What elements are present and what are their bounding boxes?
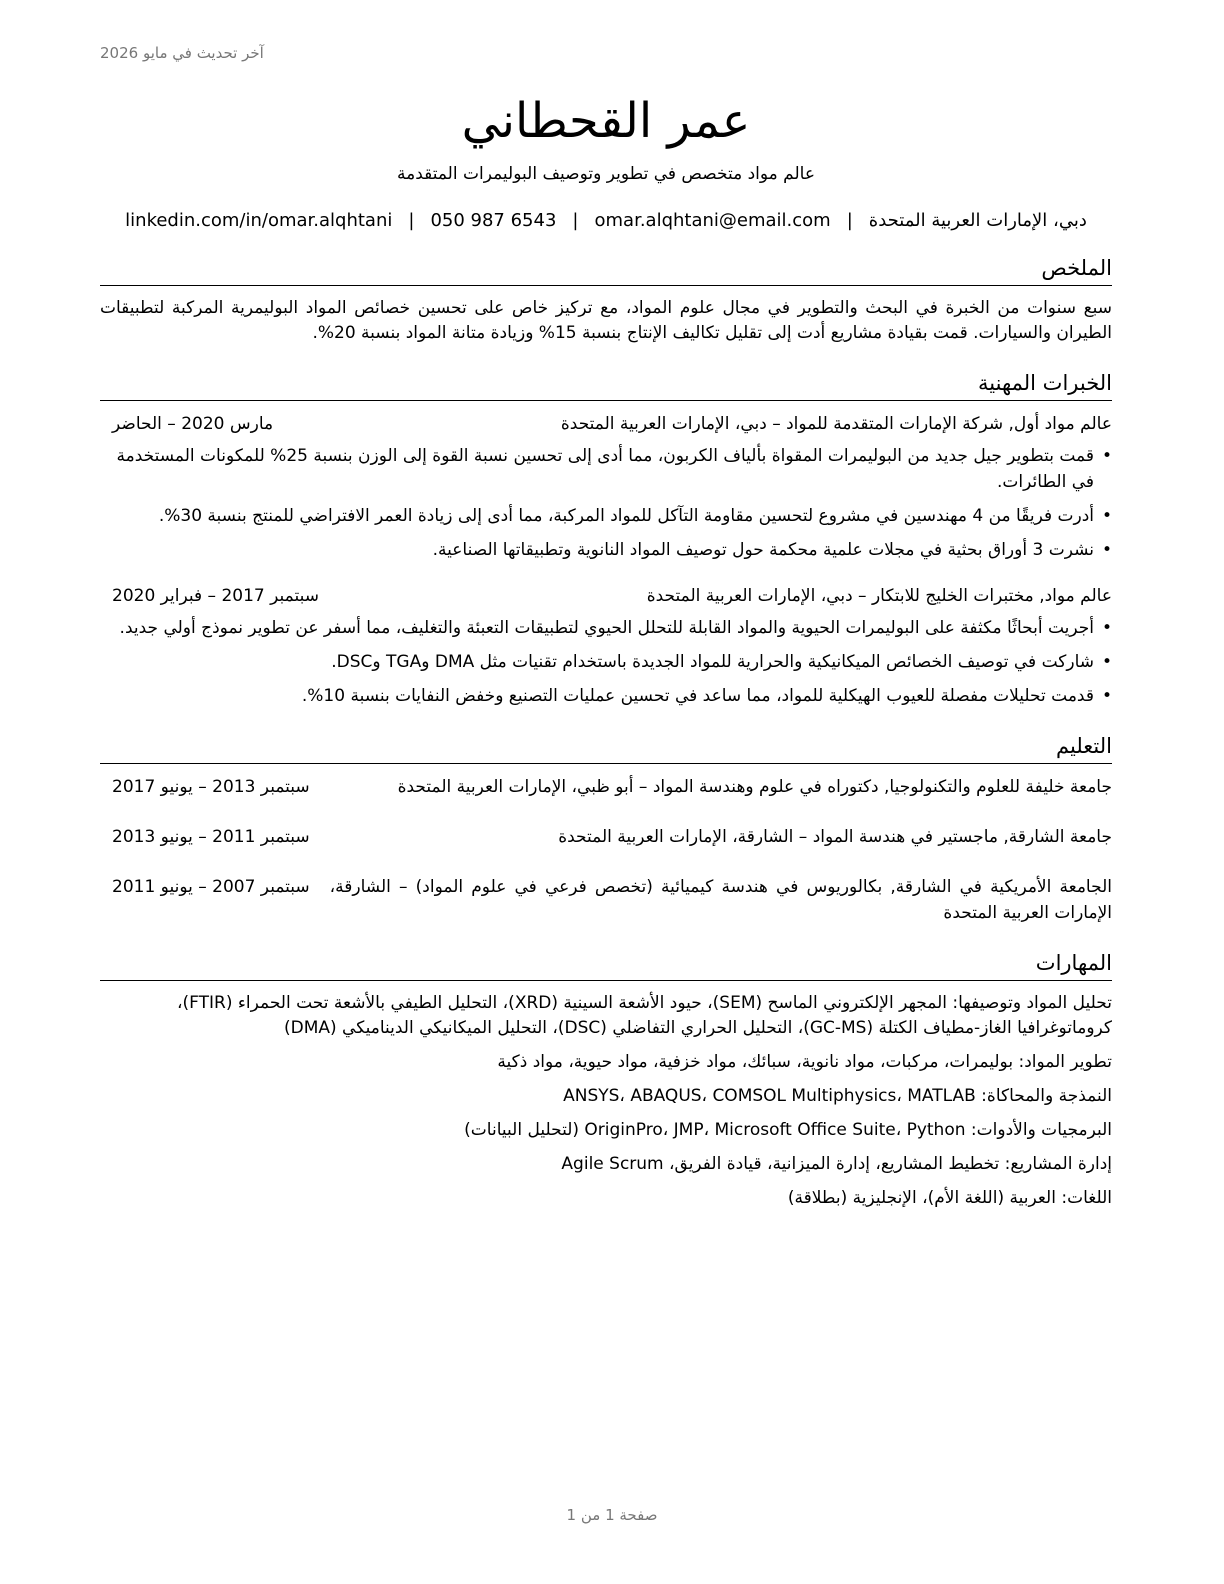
job-bullet: • قمت بتطوير جيل جديد من البوليمرات المقواة بألياف الكربون، مما أدى إلى تحسين نسبة القوة إلى الوزن بنسبة 25% للمكونات المستخدمة في الطائرات. bbox=[100, 443, 1112, 495]
education-dates: سبتمبر 2013 – يونيو 2017 bbox=[112, 777, 310, 797]
contact-phone[interactable]: 050 987 6543 bbox=[430, 210, 557, 231]
section-title-experience: الخبرات المهنية bbox=[100, 368, 1112, 401]
section-title-education: التعليم bbox=[100, 731, 1112, 764]
contact-location: دبي، الإمارات العربية المتحدة bbox=[868, 210, 1087, 231]
contact-separator: | bbox=[846, 210, 853, 231]
skill-line: البرمجيات والأدوات: OriginPro، JMP، Microsoft Office Suite، Python (لتحليل البيانات) bbox=[464, 1120, 1112, 1140]
education-dates: سبتمبر 2011 – يونيو 2013 bbox=[112, 827, 310, 847]
job-dates: سبتمبر 2017 – فبراير 2020 bbox=[112, 586, 319, 606]
job-entry bbox=[100, 411, 1112, 563]
job-bullet: • أدرت فريقًا من 4 مهندسين في مشروع لتحسين مقاومة التآكل للمواد المركبة، مما أدى إلى زيادة العمر الافتراضي للمنتج بنسبة 30%. bbox=[100, 503, 1112, 529]
contact-separator: | bbox=[408, 210, 415, 231]
education-desc: جامعة خليفة للعلوم والتكنولوجيا, دكتوراه في علوم وهندسة المواد – أبو ظبي، الإمارات العربية المتحدة bbox=[397, 777, 1112, 797]
page-number: صفحة 1 من 1 bbox=[566, 1506, 658, 1524]
contact-line bbox=[100, 210, 1112, 231]
education-dates: سبتمبر 2007 – يونيو 2011 bbox=[112, 877, 310, 897]
job-bullet: • أجريت أبحاثًا مكثفة على البوليمرات الحيوية والمواد القابلة للتحلل الحيوي لتطبيقات التعبئة والتغليف، مما أسفر عن تطوير نموذج أولي جديد. bbox=[100, 615, 1112, 641]
education-entry bbox=[100, 824, 1112, 850]
job-bullets bbox=[100, 443, 1112, 563]
job-title-org: عالم مواد أول, شركة الإمارات المتقدمة للمواد – دبي، الإمارات العربية المتحدة bbox=[560, 414, 1112, 434]
skill-line: اللغات: العربية (اللغة الأم)، الإنجليزية (بطلاقة) bbox=[787, 1188, 1112, 1208]
skill-line: تطوير المواد: بوليمرات، مركبات، مواد نانوية، سبائك، مواد خزفية، مواد حيوية، مواد ذكية bbox=[497, 1052, 1112, 1072]
education-entry bbox=[100, 774, 1112, 800]
last-updated-note: آخر تحديث في مايو 2026 bbox=[100, 44, 264, 62]
resume-page bbox=[100, 88, 1112, 1220]
section-title-summary: الملخص bbox=[100, 253, 1112, 286]
job-bullets bbox=[100, 615, 1112, 709]
summary-text: سبع سنوات من الخبرة في البحث والتطوير في مجال علوم المواد، مع تركيز خاص على تحسين خصائص المواد البوليمرية المركبة لتطبيقات الطيران والسيارات. قمت بقيادة مشاريع أدت إلى تقليل تكاليف الإنتاج بنسبة 15% وزيادة متانة المواد بنسبة 20%. bbox=[100, 298, 1112, 343]
skills-list bbox=[100, 991, 1112, 1211]
candidate-name: عمر القحطاني bbox=[461, 93, 751, 149]
job-entry bbox=[100, 583, 1112, 709]
job-title-org: عالم مواد, مختبرات الخليج للابتكار – دبي، الإمارات العربية المتحدة bbox=[646, 586, 1112, 606]
candidate-headline: عالم مواد متخصص في تطوير وتوصيف البوليمرات المتقدمة bbox=[396, 164, 816, 184]
contact-linkedin[interactable]: linkedin.com/in/omar.alqhtani bbox=[125, 210, 393, 231]
education-entry bbox=[100, 874, 1112, 926]
education-desc: جامعة الشارقة, ماجستير في هندسة المواد – الشارقة، الإمارات العربية المتحدة bbox=[558, 827, 1112, 847]
job-header bbox=[100, 411, 1112, 437]
job-bullet: • قدمت تحليلات مفصلة للعيوب الهيكلية للمواد، مما ساعد في تحسين عمليات التصنيع وخفض النفايات بنسبة 10%. bbox=[100, 683, 1112, 709]
section-title-skills: المهارات bbox=[100, 948, 1112, 981]
contact-separator: | bbox=[572, 210, 579, 231]
job-bullet: • شاركت في توصيف الخصائص الميكانيكية والحرارية للمواد الجديدة باستخدام تقنيات مثل DMA وTGA وDSC. bbox=[100, 649, 1112, 675]
skill-line: النمذجة والمحاكاة: ANSYS، ABAQUS، COMSOL Multiphysics، MATLAB bbox=[563, 1086, 1112, 1106]
skill-line: تحليل المواد وتوصيفها: المجهر الإلكتروني الماسح (SEM)، حيود الأشعة السينية (XRD)، التحليل الطيفي بالأشعة تحت الحمراء (FTIR)، كروماتوغرافيا الغاز-مطياف الكتلة (GC-MS)، التحليل الحراري التفاضلي (DSC)، التحليل الميكانيكي الديناميكي (DMA) bbox=[177, 993, 1112, 1038]
job-header bbox=[100, 583, 1112, 609]
skill-line: إدارة المشاريع: تخطيط المشاريع، إدارة الميزانية، قيادة الفريق، Agile Scrum bbox=[561, 1154, 1112, 1174]
education-desc: الجامعة الأمريكية في الشارقة, بكالوريوس في هندسة كيميائية (تخصص فرعي في علوم المواد) – الشارقة، الإمارات العربية المتحدة bbox=[329, 877, 1112, 923]
job-bullet: • نشرت 3 أوراق بحثية في مجلات علمية محكمة حول توصيف المواد النانوية وتطبيقاتها الصناعية. bbox=[100, 537, 1112, 563]
contact-email[interactable]: omar.alqhtani@email.com bbox=[594, 210, 831, 231]
job-dates: مارس 2020 – الحاضر bbox=[112, 414, 274, 434]
